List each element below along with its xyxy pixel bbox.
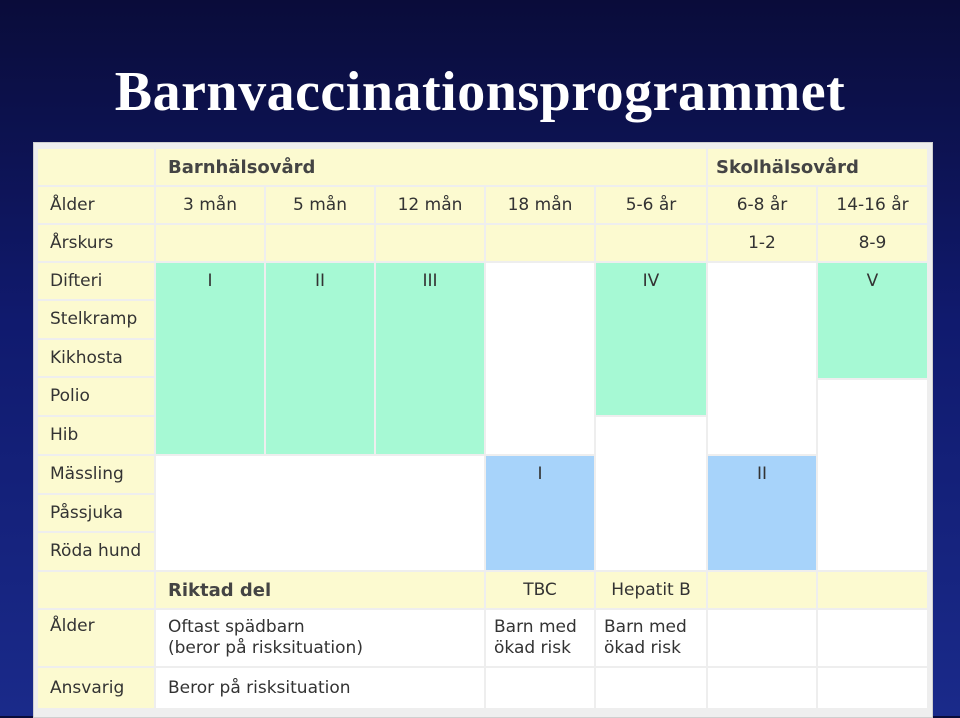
arskurs-empty-cell	[596, 225, 706, 261]
empty-body-cell	[818, 380, 927, 570]
riktad-empty-cell	[818, 610, 927, 666]
disease-massling: Mässling	[38, 456, 154, 493]
riktad-empty-cell	[708, 572, 816, 608]
arskurs-8-9: 8-9	[818, 225, 927, 261]
disease-roda-hund: Röda hund	[38, 533, 154, 570]
riktad-empty-cell	[708, 610, 816, 666]
age-14-16-ar: 14-16 år	[818, 187, 927, 223]
age-5-6-ar: 5-6 år	[596, 187, 706, 223]
row-label-ansvarig: Ansvarig	[38, 668, 154, 708]
dose-mpr-2: II	[708, 456, 816, 570]
dose-dtp-1: I	[156, 263, 264, 454]
arskurs-empty-cell	[376, 225, 484, 261]
age-6-8-ar: 6-8 år	[708, 187, 816, 223]
empty-body-cell	[486, 263, 594, 454]
riktad-risk-hepatit-b: Barn med ökad risk	[596, 610, 706, 666]
arskurs-empty-cell	[266, 225, 374, 261]
empty-body-cell	[708, 263, 816, 454]
dose-dtp-2: II	[266, 263, 374, 454]
riktad-row-label-alder: Ålder	[38, 610, 154, 666]
section-barnhalsovard: Barnhälsovård	[156, 149, 706, 185]
riktad-alder-value: Oftast spädbarn (beror på risksituation)	[156, 610, 484, 666]
ansvarig-value: Beror på risksituation	[156, 668, 484, 708]
empty-body-cell	[596, 417, 706, 570]
age-5-man: 5 mån	[266, 187, 374, 223]
age-3-man: 3 mån	[156, 187, 264, 223]
disease-kikhosta: Kikhosta	[38, 340, 154, 376]
section-skolhalsovard: Skolhälsovård	[708, 149, 927, 185]
riktad-corner-cell	[38, 572, 154, 608]
dose-dtp-3: III	[376, 263, 484, 454]
arskurs-1-2: 1-2	[708, 225, 816, 261]
riktad-empty-cell	[818, 572, 927, 608]
riktad-del-label: Riktad del	[156, 572, 484, 608]
disease-difteri: Difteri	[38, 263, 154, 299]
ansvarig-empty-cell	[596, 668, 706, 708]
header-corner-cell	[38, 149, 154, 185]
age-12-man: 12 mån	[376, 187, 484, 223]
arskurs-empty-cell	[486, 225, 594, 261]
age-18-man: 18 mån	[486, 187, 594, 223]
dose-dtp-5: V	[818, 263, 927, 378]
riktad-risk-tbc: Barn med ökad risk	[486, 610, 594, 666]
row-label-arskurs: Årskurs	[38, 225, 154, 261]
arskurs-empty-cell	[156, 225, 264, 261]
dose-mpr-1: I	[486, 456, 594, 570]
disease-hib: Hib	[38, 417, 154, 454]
slide-title: Barnvaccinationsprogrammet	[114, 61, 846, 123]
ansvarig-empty-cell	[818, 668, 927, 708]
riktad-vaccine-hepatit-b: Hepatit B	[596, 572, 706, 608]
disease-polio: Polio	[38, 378, 154, 415]
disease-passjuka: Påssjuka	[38, 495, 154, 531]
disease-stelkramp: Stelkramp	[38, 301, 154, 338]
empty-body-cell	[156, 456, 484, 570]
vaccination-schedule-table	[33, 142, 933, 718]
ansvarig-empty-cell	[708, 668, 816, 708]
riktad-vaccine-tbc: TBC	[486, 572, 594, 608]
dose-dtp-4: IV	[596, 263, 706, 415]
ansvarig-empty-cell	[486, 668, 594, 708]
row-label-alder: Ålder	[38, 187, 154, 223]
